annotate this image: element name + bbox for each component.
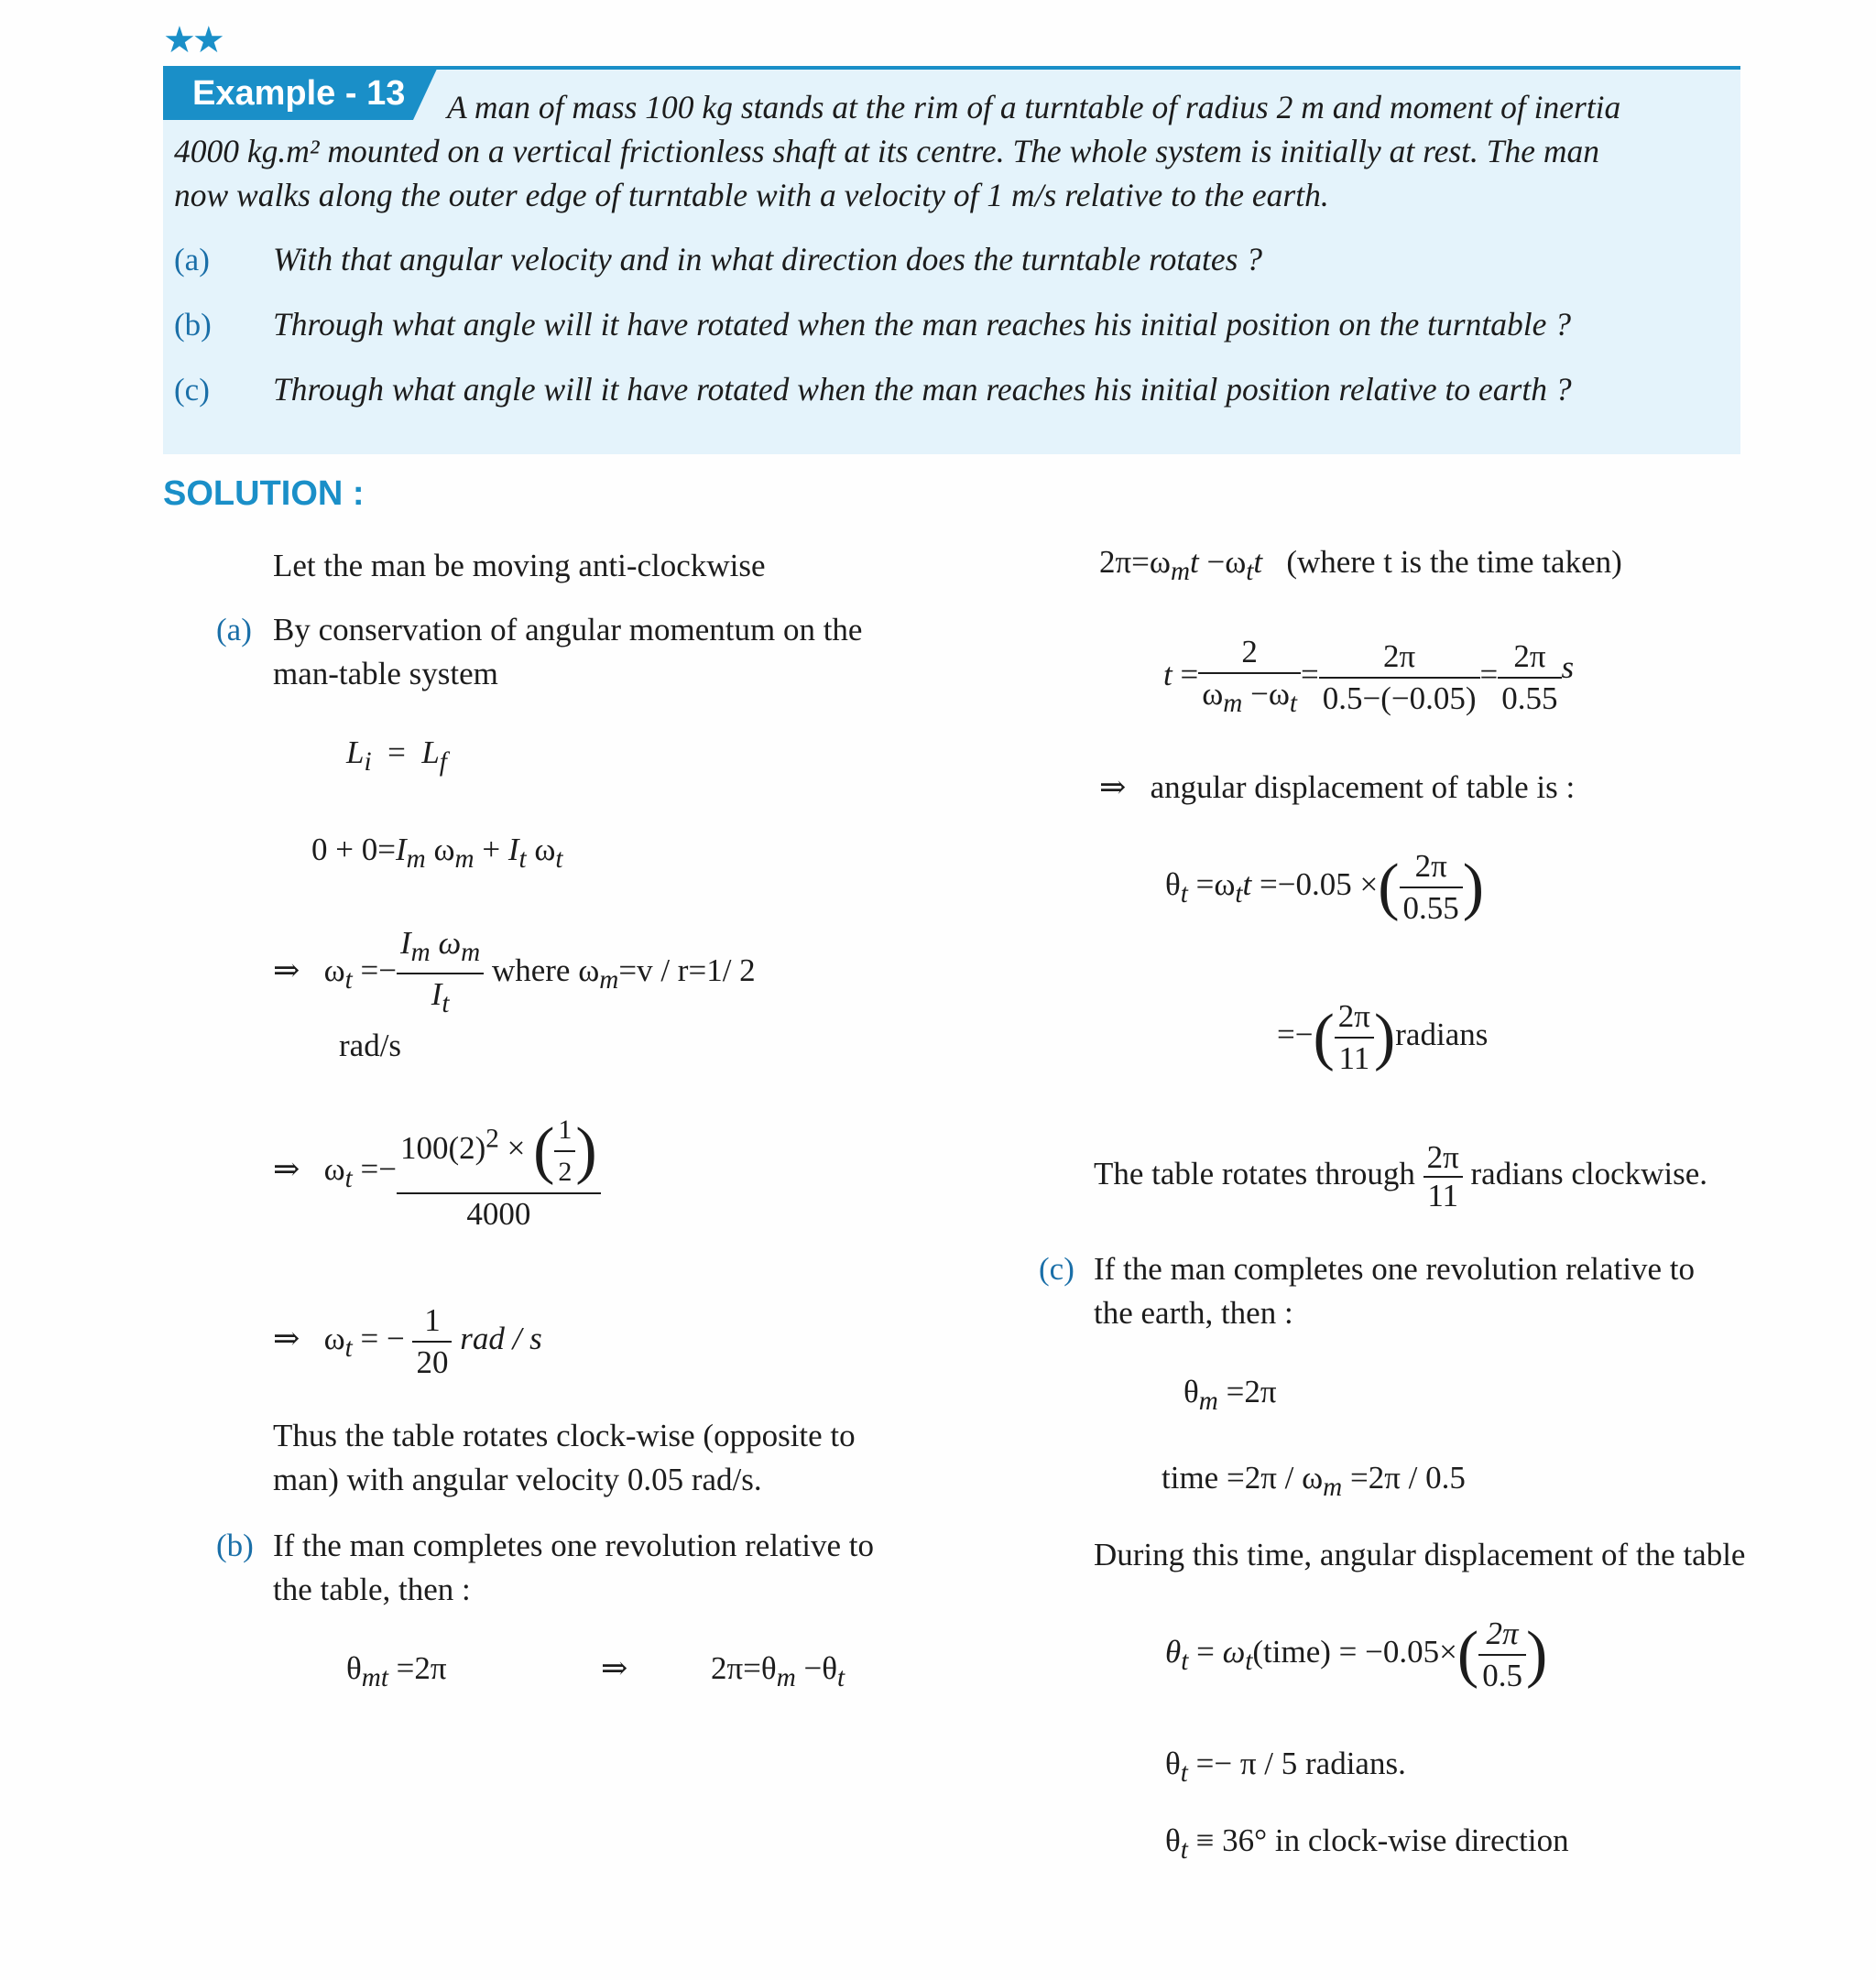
- eq-theta-t-2: =−( $\frac{2\pi}{11}$ )radians: [1277, 996, 1488, 1079]
- eq-text: s: [1561, 649, 1575, 686]
- question-label: (c): [174, 372, 210, 408]
- eq-time-fraction: t = $\frac{2}{\omega_m -\omega_t}$ = $\frac{2\pi}{0.5-(-0.05)}$ = $\frac{2\pi}{0.55}$ s: [1163, 634, 1575, 718]
- eq-text: 2π: [1498, 636, 1561, 679]
- eq-text: (where t is the time taken): [1286, 544, 1622, 580]
- eq-text: 0.5−(−0.05): [1322, 680, 1477, 716]
- eq-text: 0.5: [1482, 1658, 1522, 1693]
- implies-icon: ⇒: [273, 1321, 300, 1357]
- eq-text: 0.55: [1402, 890, 1459, 926]
- eq-zero-sum: $0 + 0=I_m$ $\omega_m + I_t$ $\omega_t$: [311, 832, 563, 874]
- eq-text: =2π: [396, 1650, 447, 1686]
- question-text: Through what angle will it have rotated when the man reaches his initial position relative to earth ?: [273, 371, 1572, 408]
- eq-text: where: [491, 952, 571, 989]
- eq-text: =2π / 0.5: [1349, 1460, 1466, 1496]
- angular-displacement-line: [1099, 766, 1575, 810]
- implies-icon: ⇒: [1099, 769, 1127, 805]
- eq-text: 20: [416, 1344, 449, 1380]
- part-c-label: (c): [1039, 1251, 1074, 1287]
- question-label: (a): [174, 242, 210, 277]
- eq-text: 2π: [1478, 1614, 1526, 1656]
- eq-text: ×: [507, 1130, 526, 1167]
- eq-symbol: L: [346, 734, 365, 770]
- eq-text: 2π: [1319, 636, 1480, 679]
- part-b-label: (b): [216, 1528, 254, 1563]
- eq-text: =−0.05 ×: [1260, 866, 1379, 903]
- eq-text: rad / s: [460, 1321, 542, 1357]
- eq-text: 2: [558, 1157, 573, 1187]
- eq-text: 2: [1198, 632, 1301, 674]
- rad-s-label: rad/s: [339, 1028, 402, 1063]
- eq-2pi-theta: $2\pi=\theta_m -\theta_t$: [711, 1650, 845, 1692]
- eq-omega-t-result: ⇒ $\omega_t$ = − $\frac{1}{20}$ rad / s: [273, 1300, 542, 1383]
- part-a-text-1: By conservation of angular momentum on the: [273, 612, 863, 647]
- eq-theta-t-1: $\theta_t =\omega_tt =-0.05$ ×( $\frac{2\pi}{0.55}$ ): [1165, 846, 1484, 929]
- eq-text: 100(2): [399, 1130, 486, 1167]
- part-b-text-1: If the man completes one revolution relative to: [273, 1528, 875, 1563]
- eq-omega-t-numeric: ⇒ $\omega_t$ =− $100(2)^2$ × ( $\frac{1}{2}$ ) 4000: [273, 1110, 601, 1235]
- eq-omega-t-formula: ⇒ $\omega_t$ =− $\frac{I_m \omega_m}{I_t}$ where $\omega_m=v / r=1/$ 2: [273, 925, 756, 1018]
- eq-theta-36: $\theta_t \equiv 36^\circ$ in clock-wise direction: [1165, 1822, 1569, 1865]
- example-tag: Example - 13: [192, 74, 406, 113]
- intro-line-2: 4000 kg.m² mounted on a vertical frictionless shaft at its centre. The whole system is initially at rest. The man: [174, 133, 1600, 169]
- eq-angular-momentum: $L_i = L_f$: [346, 734, 447, 777]
- question-b: [174, 303, 212, 346]
- implies-icon: ⇒: [273, 1151, 300, 1188]
- eq-text: =2π: [1226, 1374, 1277, 1409]
- question-a: [174, 238, 210, 281]
- intro-line-3: now walks along the outer edge of turntable with a velocity of 1 m/s relative to the earth.: [174, 177, 1329, 213]
- eq-text: radians: [1395, 1017, 1489, 1053]
- part-a-label: (a): [216, 612, 252, 647]
- eq-text: angular displacement of table is :: [1150, 769, 1576, 805]
- eq-text: 2π: [1400, 846, 1463, 888]
- eq-text: The table rotates through: [1094, 1156, 1415, 1192]
- eq-text: 1: [412, 1300, 452, 1343]
- during-line: During this time, angular displacement of the table: [1094, 1537, 1746, 1572]
- eq-theta-t-time: $\theta_t$ = $\omega_t(time) = -0.05\times$( $\frac{2\pi}{0.5}$ ): [1165, 1614, 1547, 1696]
- eq-text: 11: [1427, 1178, 1459, 1213]
- question-text: With that angular velocity and in what direction does the turntable rotates ?: [273, 241, 1263, 277]
- eq-text: time =2π / ω: [1162, 1460, 1324, 1496]
- part-c-text-1: If the man completes one revolution relative to: [1094, 1251, 1696, 1287]
- eq-text: radians clockwise.: [1470, 1156, 1708, 1192]
- difficulty-stars: ★★: [163, 19, 222, 60]
- part-b-text-2: the table, then :: [273, 1572, 471, 1607]
- eq-text: =−: [1277, 1017, 1314, 1053]
- eq-text: 2π=ω: [1099, 544, 1171, 580]
- table-rotates-line: [1094, 1139, 1707, 1214]
- question-text: Through what angle will it have rotated when the man reaches his initial position on the turntable ?: [273, 306, 1571, 343]
- eq-text: 0 + 0=: [311, 832, 396, 867]
- left-intro: Let the man be moving anti-clockwise: [273, 548, 766, 583]
- eq-text: ≡ 36° in clock-wise direction: [1195, 1822, 1569, 1858]
- eq-2pi-time: $2\pi=\omega_mt -\omega_tt$ (where t is the time taken): [1099, 544, 1622, 586]
- part-a-text-2: man-table system: [273, 656, 498, 691]
- eq-text: 4000: [466, 1196, 531, 1232]
- thus-line-2: man) with angular velocity 0.05 rad/s.: [273, 1462, 762, 1497]
- intro-line-1: A man of mass 100 kg stands at the rim of a turntable of radius 2 m and moment of inertia: [447, 89, 1621, 125]
- eq-text: 2π=θ: [711, 1650, 777, 1686]
- eq-text: 2π: [1335, 996, 1374, 1039]
- eq-text: =− π / 5 radians.: [1195, 1746, 1406, 1781]
- question-label: (b): [174, 307, 212, 343]
- thus-line-1: Thus the table rotates clock-wise (opposite to: [273, 1418, 856, 1453]
- eq-text: 0.55: [1501, 680, 1558, 716]
- eq-text: 2π: [1423, 1139, 1463, 1178]
- eq-text: 1: [554, 1110, 575, 1152]
- eq-theta-mt: $\theta_{mt} =2\pi$: [346, 1650, 447, 1692]
- eq-text: (time) = −0.05×: [1252, 1634, 1457, 1670]
- question-c: [174, 368, 210, 411]
- implies-icon: ⇒: [601, 1650, 628, 1686]
- eq-text: =v / r=1/ 2: [618, 952, 756, 989]
- eq-symbol: L: [421, 734, 440, 770]
- eq-text: 11: [1338, 1040, 1370, 1076]
- eq-theta-pi-5: $\theta_t =- \pi / 5$ radians.: [1165, 1746, 1406, 1788]
- part-c-text-2: the earth, then :: [1094, 1295, 1293, 1331]
- eq-theta-m: $\theta_m =2\pi$: [1183, 1374, 1277, 1416]
- implies-icon: ⇒: [273, 952, 300, 989]
- eq-time: time $=2\pi / \omega_m =2\pi / 0.5$: [1162, 1460, 1466, 1502]
- solution-heading: SOLUTION :: [163, 474, 365, 513]
